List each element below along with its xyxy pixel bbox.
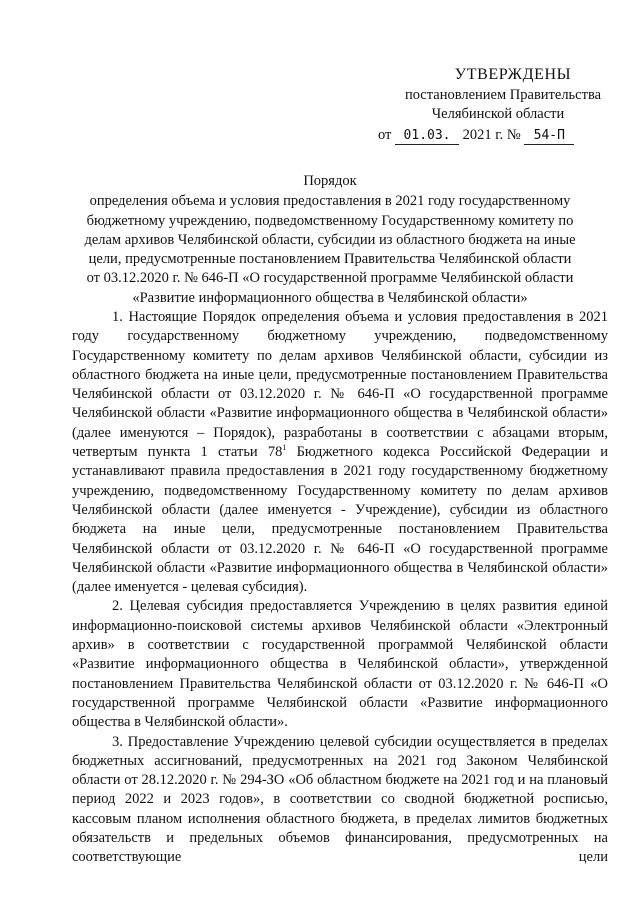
document-title: [60, 172, 600, 308]
title-line: определения объема и условия предоставления в 2021 году государственному: [89, 193, 571, 210]
paragraph-1-part-b: Бюджетного кодекса Российской Федерации и устанавливают правила предоставления в 2021 году государственному бюджетному учреждению, подведомственному Государственному комитету по делам архивов Челябинской области (далее именуется - Учреждение), субсидии из областного бюджета на иные цели, предусмотренные постановлением Правительства Челябинской области от 03.12.2020 г. № 646-П «О государственной программе Челябинской области «Развитие информационного общества в Челябинской области» (далее именуется - целевая субсидия).: [72, 444, 608, 596]
date-field: 01.03.: [395, 128, 459, 145]
approval-stamp: [378, 64, 608, 145]
title-line: делам архивов Челябинской области, субсидии из областного бюджета на иные: [84, 231, 576, 248]
number-field: 54-П: [524, 128, 574, 145]
approval-title: УТВЕРЖДЕНЫ: [454, 66, 572, 83]
paragraph-2: 2. Целевая субсидия предоставляется Учреждению в целях развития единой информационно-поисковой системы архивов Челябинской области «Электронный архив» в соответствии с государственной программой Челябинской области «Развитие информационного общества в Челябинской области», утвержденной постановлением Правительства Челябинской области от 03.12.2020 г. № 646-П «О государственной программе Челябинской области «Развитие информационного общества в Челябинской области».: [72, 598, 608, 731]
title-line: «Развитие информационного общества в Челябинской области»: [132, 289, 528, 306]
paragraph-3: 3. Предоставление Учреждению целевой субсидии осуществляется в пределах бюджетных ассигнований, предусмотренных на 2021 год Законом Челябинской области от 28.12.2020 г. № 294-ЗО «Об областном бюджете на 2021 год и на плановый период 2022 и 2023 годов», в соответствии со сводной бюджетной росписью, кассовым планом исполнения областного бюджета, в пределах лимитов бюджетных обязательств и предельных объемов финансирования, предусмотренных на соответствующие цели: [72, 733, 608, 866]
document-body: [72, 308, 608, 868]
title-line: бюджетному учреждению, подведомственному Государственному комитету по: [86, 212, 574, 229]
title-line: цели, предусмотренные постановлением Правительства Челябинской области: [88, 251, 572, 268]
title-heading: Порядок: [303, 173, 357, 189]
approval-line-1: постановлением Правительства: [404, 87, 602, 103]
approval-date-line: [378, 125, 608, 145]
title-line: от 03.12.2020 г. № 646-П «О государственной программе Челябинской области: [86, 270, 574, 287]
year-text: 2021 г. №: [462, 127, 521, 143]
paragraph-1: [72, 308, 608, 597]
approval-line-2: Челябинской области: [431, 106, 565, 122]
paragraph-1-part-a: 1. Настоящие Порядок определения объема и условия предоставления в 2021 году государственному бюджетному учреждению, подведомственному Государственному комитету по делам архивов Челябинской области, субсидии из областного бюджета на иные цели, предусмотренные постановлением Правительства Челябинской области от 03.12.2020 г. № 646-П «О государственной программе Челябинской области «Развитие информационного общества в Челябинской области» (далее именуются – Порядок), разработаны в соответствии с абзацами вторым, четвертым пункта 1 статьи 78: [72, 309, 608, 461]
superscript: 1: [282, 443, 287, 453]
date-prefix: от: [378, 127, 392, 143]
